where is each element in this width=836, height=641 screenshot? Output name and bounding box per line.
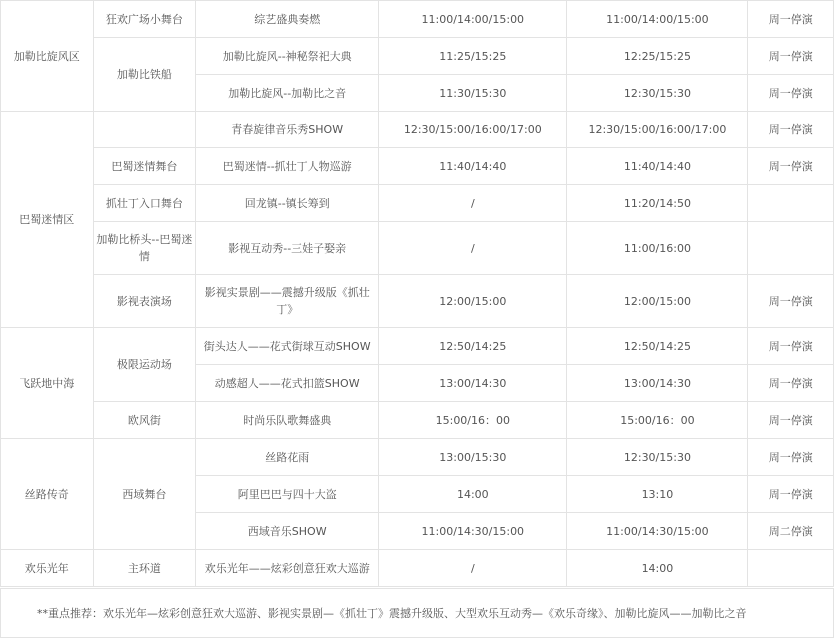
venue-cell: 巴蜀迷情舞台 xyxy=(93,148,196,185)
note-cell: 周一停演 xyxy=(748,275,834,328)
venue-cell: 影视表演场 xyxy=(93,275,196,328)
time-cell-2: 12:00/15:00 xyxy=(567,275,748,328)
note-cell: 周一停演 xyxy=(748,365,834,402)
show-cell: 回龙镇--镇长筹到 xyxy=(196,185,379,222)
table-row xyxy=(1,222,834,275)
show-cell: 综艺盛典奏燃 xyxy=(196,1,379,38)
venue-cell: 狂欢广场小舞台 xyxy=(93,1,196,38)
show-cell: 加勒比旋风--加勒比之音 xyxy=(196,75,379,112)
time-cell-1: / xyxy=(379,222,567,275)
time-cell-1: / xyxy=(379,550,567,587)
time-cell-2: 15:00/16：00 xyxy=(567,402,748,439)
time-cell-1: 15:00/16：00 xyxy=(379,402,567,439)
table-row xyxy=(1,38,834,75)
note-cell: 周一停演 xyxy=(748,148,834,185)
area-cell: 丝路传奇 xyxy=(1,439,94,550)
note-cell xyxy=(748,222,834,275)
note-cell: 周一停演 xyxy=(748,402,834,439)
note-cell: 周一停演 xyxy=(748,439,834,476)
show-cell: 青春旋律音乐秀SHOW xyxy=(196,112,379,148)
show-cell: 西域音乐SHOW xyxy=(196,513,379,550)
time-cell-2: 11:20/14:50 xyxy=(567,185,748,222)
time-cell-2: 14:00 xyxy=(567,550,748,587)
area-cell: 欢乐光年 xyxy=(1,550,94,587)
time-cell-2: 12:30/15:30 xyxy=(567,75,748,112)
time-cell-2: 13:10 xyxy=(567,476,748,513)
note-cell: 周二停演 xyxy=(748,513,834,550)
show-cell: 影视互动秀--三娃子娶亲 xyxy=(196,222,379,275)
time-cell-1: 12:50/14:25 xyxy=(379,328,567,365)
note-cell xyxy=(748,185,834,222)
table-row xyxy=(1,275,834,328)
time-cell-1: 11:30/15:30 xyxy=(379,75,567,112)
table-row xyxy=(1,402,834,439)
time-cell-2: 11:00/16:00 xyxy=(567,222,748,275)
show-cell: 动感超人——花式扣篮SHOW xyxy=(196,365,379,402)
venue-cell: 加勒比桥头--巴蜀迷情 xyxy=(93,222,196,275)
area-cell: 飞跃地中海 xyxy=(1,328,94,439)
time-cell-2: 12:50/14:25 xyxy=(567,328,748,365)
venue-cell xyxy=(93,112,196,148)
time-cell-2: 12:25/15:25 xyxy=(567,38,748,75)
time-cell-2: 11:00/14:00/15:00 xyxy=(567,1,748,38)
show-cell: 时尚乐队歌舞盛典 xyxy=(196,402,379,439)
note-cell: 周一停演 xyxy=(748,112,834,148)
show-cell: 欢乐光年——炫彩创意狂欢大巡游 xyxy=(196,550,379,587)
venue-cell: 主环道 xyxy=(93,550,196,587)
note-cell: 周一停演 xyxy=(748,476,834,513)
time-cell-2: 12:30/15:00/16:00/17:00 xyxy=(567,112,748,148)
time-cell-2: 13:00/14:30 xyxy=(567,365,748,402)
venue-cell: 抓壮丁入口舞台 xyxy=(93,185,196,222)
time-cell-1: 12:30/15:00/16:00/17:00 xyxy=(379,112,567,148)
table-row xyxy=(1,328,834,365)
time-cell-1: 13:00/15:30 xyxy=(379,439,567,476)
time-cell-1: / xyxy=(379,185,567,222)
area-cell: 巴蜀迷情区 xyxy=(1,112,94,328)
time-cell-2: 11:40/14:40 xyxy=(567,148,748,185)
table-row xyxy=(1,1,834,38)
show-cell: 街头达人——花式街球互动SHOW xyxy=(196,328,379,365)
table-row xyxy=(1,185,834,222)
table-row xyxy=(1,550,834,587)
time-cell-1: 11:40/14:40 xyxy=(379,148,567,185)
time-cell-1: 13:00/14:30 xyxy=(379,365,567,402)
area-cell: 加勒比旋风区 xyxy=(1,1,94,112)
note-cell xyxy=(748,550,834,587)
show-cell: 巴蜀迷情--抓壮丁人物巡游 xyxy=(196,148,379,185)
venue-cell: 西域舞台 xyxy=(93,439,196,550)
note-cell: 周一停演 xyxy=(748,38,834,75)
time-cell-1: 11:25/15:25 xyxy=(379,38,567,75)
time-cell-1: 11:00/14:00/15:00 xyxy=(379,1,567,38)
time-cell-1: 12:00/15:00 xyxy=(379,275,567,328)
schedule-body xyxy=(1,1,834,587)
show-cell: 丝路花雨 xyxy=(196,439,379,476)
venue-cell: 欧风街 xyxy=(93,402,196,439)
show-cell: 影视实景剧——震撼升级版《抓壮丁》 xyxy=(196,275,379,328)
table-row xyxy=(1,112,834,148)
recommendation-note: **重点推荐：欢乐光年—炫彩创意狂欢大巡游、影视实景剧—《抓壮丁》震撼升级版、大型欢乐互动秀—《欢乐奇缘》、加勒比旋风——加勒比之音 xyxy=(0,588,834,638)
time-cell-1: 11:00/14:30/15:00 xyxy=(379,513,567,550)
table-row xyxy=(1,439,834,476)
venue-cell: 加勒比铁船 xyxy=(93,38,196,112)
table-row xyxy=(1,148,834,185)
time-cell-2: 12:30/15:30 xyxy=(567,439,748,476)
note-cell: 周一停演 xyxy=(748,1,834,38)
time-cell-1: 14:00 xyxy=(379,476,567,513)
note-cell: 周一停演 xyxy=(748,75,834,112)
show-cell: 加勒比旋风--神秘祭祀大典 xyxy=(196,38,379,75)
venue-cell: 极限运动场 xyxy=(93,328,196,402)
note-cell: 周一停演 xyxy=(748,328,834,365)
time-cell-2: 11:00/14:30/15:00 xyxy=(567,513,748,550)
show-cell: 阿里巴巴与四十大盗 xyxy=(196,476,379,513)
